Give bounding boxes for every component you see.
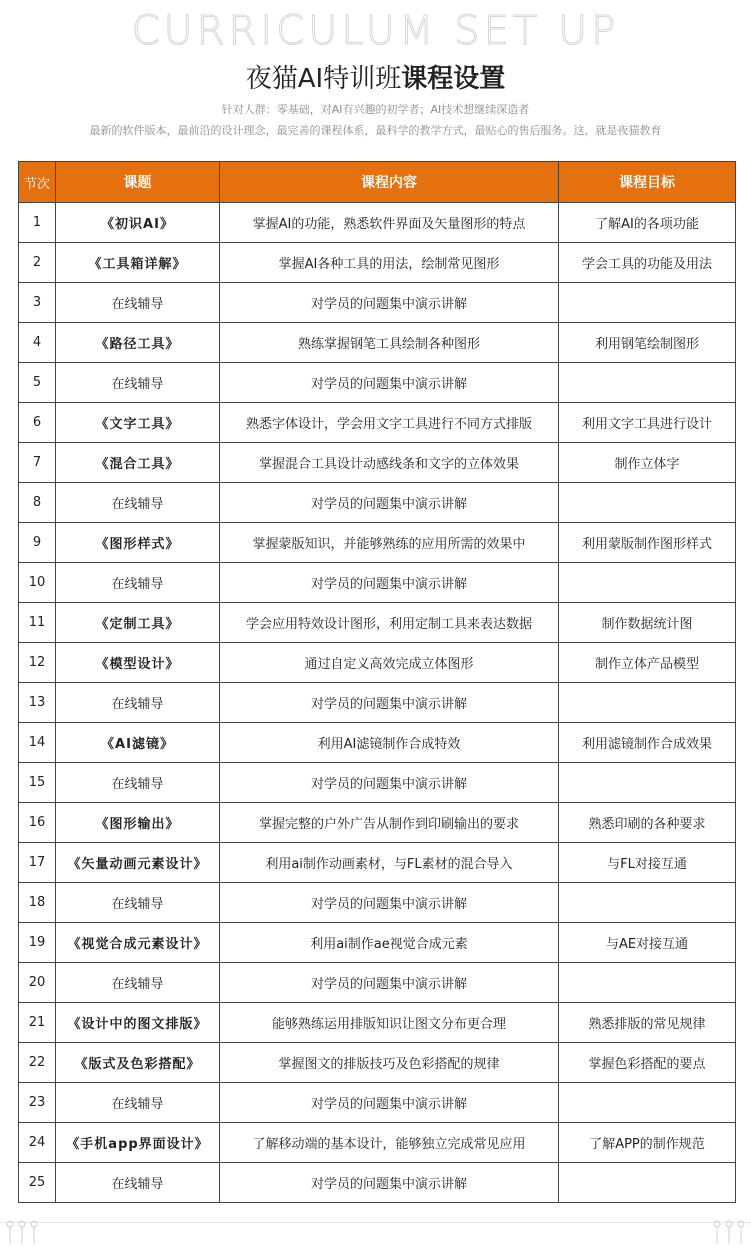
session-number-cell: 9 — [19, 523, 56, 563]
session-number-cell: 18 — [19, 883, 56, 923]
session-number-cell: 17 — [19, 843, 56, 883]
table-row — [19, 843, 736, 883]
content-cell: 了解移动端的基本设计，能够独立完成常见应用 — [220, 1123, 559, 1163]
topic-cell: 《路径工具》 — [56, 323, 220, 363]
goal-cell — [559, 883, 736, 923]
goal-cell: 了解APP的制作规范 — [559, 1123, 736, 1163]
goal-cell — [559, 963, 736, 1003]
goal-cell: 制作立体字 — [559, 443, 736, 483]
content-cell: 对学员的问题集中演示讲解 — [220, 283, 559, 323]
session-number-cell: 16 — [19, 803, 56, 843]
goal-cell: 学会工具的功能及用法 — [559, 243, 736, 283]
session-number-cell: 20 — [19, 963, 56, 1003]
title-bold: 课程设置 — [401, 64, 506, 94]
content-cell: 掌握完整的户外广告从制作到印刷输出的要求 — [220, 803, 559, 843]
content-cell: 对学员的问题集中演示讲解 — [220, 1083, 559, 1123]
content-cell: 对学员的问题集中演示讲解 — [220, 563, 559, 603]
topic-cell: 在线辅导 — [56, 763, 220, 803]
table-row — [19, 243, 736, 283]
table-row — [19, 1043, 736, 1083]
page-title — [0, 58, 751, 95]
session-number-cell: 14 — [19, 723, 56, 763]
goal-cell: 了解AI的各项功能 — [559, 203, 736, 243]
content-cell: 掌握混合工具设计动感线条和文字的立体效果 — [220, 443, 559, 483]
table-row — [19, 883, 736, 923]
topic-cell: 在线辅导 — [56, 683, 220, 723]
table-body — [19, 203, 736, 1203]
goal-cell — [559, 1083, 736, 1123]
content-cell: 对学员的问题集中演示讲解 — [220, 883, 559, 923]
content-cell: 熟悉字体设计，学会用文字工具进行不同方式排版 — [220, 403, 559, 443]
title-light: 夜猫AI特训班 — [245, 64, 402, 94]
col-header-goal: 课程目标 — [559, 162, 736, 203]
session-number-cell: 22 — [19, 1043, 56, 1083]
session-number-cell: 11 — [19, 603, 56, 643]
goal-cell: 与FL对接互通 — [559, 843, 736, 883]
goal-cell — [559, 563, 736, 603]
topic-cell: 《图形样式》 — [56, 523, 220, 563]
session-number-cell: 1 — [19, 203, 56, 243]
goal-cell: 利用滤镜制作合成效果 — [559, 723, 736, 763]
content-cell: 利用AI滤镜制作合成特效 — [220, 723, 559, 763]
circuit-ornament-icon — [707, 1214, 747, 1244]
goal-cell: 制作立体产品模型 — [559, 643, 736, 683]
goal-cell: 与AE对接互通 — [559, 923, 736, 963]
slogan-text: 最新的软件版本，最前沿的设计理念，最完善的课程体系，最科学的教学方式，最贴心的售后服务。这，就是夜猫教育 — [89, 124, 662, 137]
session-number-cell: 4 — [19, 323, 56, 363]
content-cell: 对学员的问题集中演示讲解 — [220, 763, 559, 803]
table-row — [19, 483, 736, 523]
table-row — [19, 963, 736, 1003]
content-cell: 对学员的问题集中演示讲解 — [220, 683, 559, 723]
topic-cell: 在线辅导 — [56, 1083, 220, 1123]
table-row — [19, 403, 736, 443]
topic-cell: 《工具箱详解》 — [56, 243, 220, 283]
content-cell: 掌握AI各种工具的用法，绘制常见图形 — [220, 243, 559, 283]
table-row — [19, 1123, 736, 1163]
content-cell: 掌握AI的功能，熟悉软件界面及矢量图形的特点 — [220, 203, 559, 243]
topic-cell: 《AI滤镜》 — [56, 723, 220, 763]
goal-cell — [559, 483, 736, 523]
goal-cell: 利用钢笔绘制图形 — [559, 323, 736, 363]
session-number-cell: 19 — [19, 923, 56, 963]
banner-heading: CURRICULUM SET UP — [131, 8, 620, 54]
goal-cell — [559, 763, 736, 803]
content-cell: 熟练掌握钢笔工具绘制各种图形 — [220, 323, 559, 363]
footer-divider — [0, 1222, 751, 1223]
content-cell: 掌握图文的排版技巧及色彩搭配的规律 — [220, 1043, 559, 1083]
session-number-cell: 8 — [19, 483, 56, 523]
topic-cell: 《设计中的图文排版》 — [56, 1003, 220, 1043]
session-number-cell: 12 — [19, 643, 56, 683]
session-number-cell: 3 — [19, 283, 56, 323]
table-row — [19, 1083, 736, 1123]
session-number-cell: 2 — [19, 243, 56, 283]
topic-cell: 在线辅导 — [56, 563, 220, 603]
goal-cell: 利用蒙版制作图形样式 — [559, 523, 736, 563]
topic-cell: 《版式及色彩搭配》 — [56, 1043, 220, 1083]
goal-cell: 制作数据统计图 — [559, 603, 736, 643]
content-cell: 学会应用特效设计图形，利用定制工具来表达数据 — [220, 603, 559, 643]
content-cell: 通过自定义高效完成立体图形 — [220, 643, 559, 683]
topic-cell: 《模型设计》 — [56, 643, 220, 683]
session-number-cell: 21 — [19, 1003, 56, 1043]
topic-cell: 《矢量动画元素设计》 — [56, 843, 220, 883]
table-row — [19, 763, 736, 803]
goal-cell: 掌握色彩搭配的要点 — [559, 1043, 736, 1083]
session-number-cell: 7 — [19, 443, 56, 483]
content-cell: 对学员的问题集中演示讲解 — [220, 1163, 559, 1203]
table-row — [19, 323, 736, 363]
content-cell: 利用ai制作ae视觉合成元素 — [220, 923, 559, 963]
goal-cell: 熟悉印刷的各种要求 — [559, 803, 736, 843]
col-header-topic: 课题 — [56, 162, 220, 203]
topic-cell: 在线辅导 — [56, 963, 220, 1003]
topic-cell: 《图形输出》 — [56, 803, 220, 843]
content-cell: 对学员的问题集中演示讲解 — [220, 363, 559, 403]
topic-cell: 《文字工具》 — [56, 403, 220, 443]
goal-cell: 利用文字工具进行设计 — [559, 403, 736, 443]
content-cell: 掌握蒙版知识，并能够熟练的应用所需的效果中 — [220, 523, 559, 563]
goal-cell — [559, 1163, 736, 1203]
topic-cell: 《手机app界面设计》 — [56, 1123, 220, 1163]
table-row — [19, 443, 736, 483]
topic-cell: 《初识AI》 — [56, 203, 220, 243]
table-row — [19, 643, 736, 683]
topic-cell: 《混合工具》 — [56, 443, 220, 483]
content-cell: 能够熟练运用排版知识让图文分布更合理 — [220, 1003, 559, 1043]
topic-cell: 在线辅导 — [56, 363, 220, 403]
table-row — [19, 283, 736, 323]
circuit-ornament-icon — [4, 1214, 44, 1244]
table-row — [19, 723, 736, 763]
table-row — [19, 923, 736, 963]
table-row — [19, 803, 736, 843]
table-row — [19, 683, 736, 723]
goal-cell — [559, 363, 736, 403]
table-row — [19, 1163, 736, 1203]
topic-cell: 《定制工具》 — [56, 603, 220, 643]
content-cell: 对学员的问题集中演示讲解 — [220, 963, 559, 1003]
session-number-cell: 15 — [19, 763, 56, 803]
table-row — [19, 523, 736, 563]
session-number-cell: 5 — [19, 363, 56, 403]
table-row — [19, 203, 736, 243]
col-header-session: 节次 — [19, 162, 56, 203]
topic-cell: 《视觉合成元素设计》 — [56, 923, 220, 963]
table-row — [19, 1003, 736, 1043]
table-header-row — [19, 162, 736, 203]
topic-cell: 在线辅导 — [56, 283, 220, 323]
topic-cell: 在线辅导 — [56, 883, 220, 923]
session-number-cell: 10 — [19, 563, 56, 603]
table-row — [19, 363, 736, 403]
goal-cell — [559, 683, 736, 723]
content-cell: 对学员的问题集中演示讲解 — [220, 483, 559, 523]
goal-cell: 熟悉排版的常见规律 — [559, 1003, 736, 1043]
col-header-content: 课程内容 — [220, 162, 559, 203]
content-cell: 利用ai制作动画素材，与FL素材的混合导入 — [220, 843, 559, 883]
session-number-cell: 6 — [19, 403, 56, 443]
audience-text: 针对人群：零基础，对AI有兴趣的初学者；AI技术想继续深造者 — [221, 103, 530, 116]
session-number-cell: 23 — [19, 1083, 56, 1123]
session-number-cell: 25 — [19, 1163, 56, 1203]
table-row — [19, 563, 736, 603]
session-number-cell: 13 — [19, 683, 56, 723]
goal-cell — [559, 283, 736, 323]
session-number-cell: 24 — [19, 1123, 56, 1163]
topic-cell: 在线辅导 — [56, 483, 220, 523]
curriculum-table — [18, 161, 736, 1203]
table-row — [19, 603, 736, 643]
topic-cell: 在线辅导 — [56, 1163, 220, 1203]
